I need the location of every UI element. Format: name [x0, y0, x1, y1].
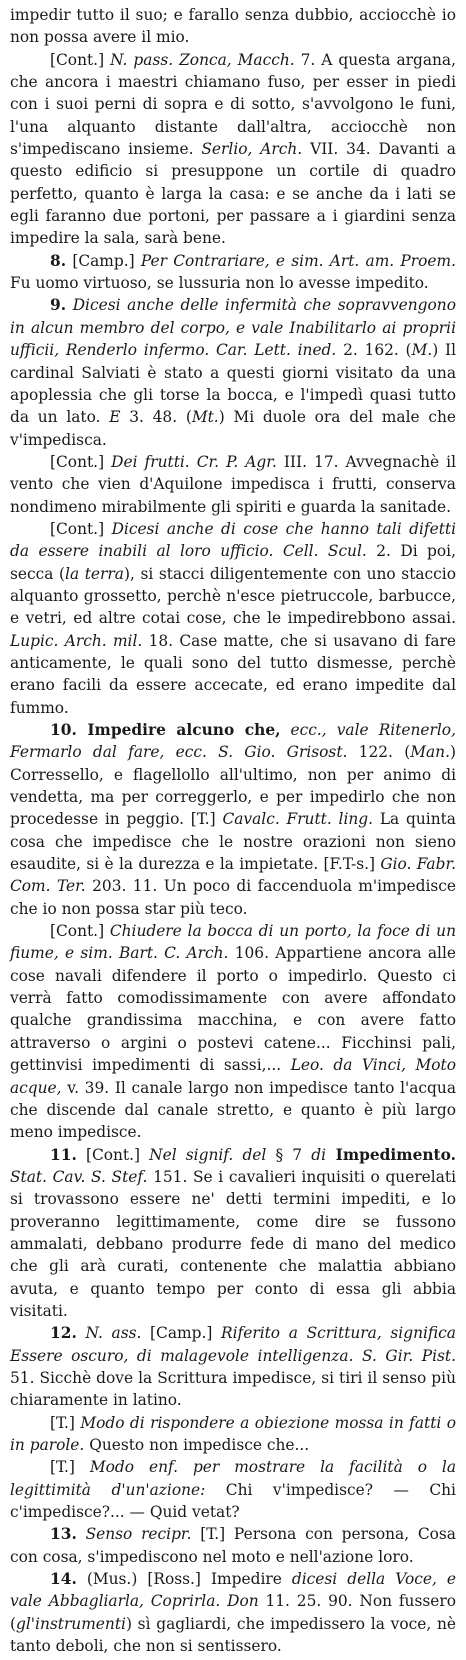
sense-number: 10. Impedire alcuno che, [50, 721, 281, 739]
citation-text: Per Contrariare, e sim. Art. am. Proem. [140, 251, 456, 270]
body-text: ), si stacci diligentemente con uno staccio alquanto grossetto, perchè n'esce pietruccole, barbucce, e vetri, ed altre cotai cose, che le impedirebbono assai. [10, 564, 456, 628]
citation-text: Dei frutti. Cr. P. Agr. [111, 452, 277, 471]
citation-text: Senso recipr. [85, 1525, 192, 1544]
citation-text: N. pass. Zonca, Macch. [110, 50, 295, 69]
citation-text: Modo di rispondere a obiezione mossa in fatti o in parole. [10, 1413, 456, 1454]
dictionary-paragraph-p04 [10, 294, 456, 450]
citation-text: di [311, 1145, 327, 1164]
dictionary-paragraph-p12 [10, 1456, 456, 1523]
body-text: [T.] [50, 1413, 81, 1432]
citation-text: Chiudere la bocca di un porto, la foce di un fiume, e sim. Bart. C. Arch. [10, 922, 456, 963]
dictionary-paragraph-p13 [10, 1523, 456, 1568]
citation-text: Leo. da Vinci, Moto acque, [10, 1056, 456, 1097]
body-text: impedir tutto il suo; e farallo senza dubbio, acciocchè io non possa avere il mio. [10, 6, 456, 47]
body-text: 2. 162. ( [336, 341, 412, 360]
dictionary-paragraph-p05 [10, 451, 456, 518]
dictionary-paragraph-p02 [10, 49, 456, 250]
body-text: Chi v'impedisce? — Chi c'impedisce?... — Quid vetat? [10, 1480, 456, 1522]
citation-text: Man. [410, 743, 450, 762]
citation-text: Cavalc. Frutt. ling. [222, 810, 374, 829]
citation-text: Dicesi anche delle infermità che sopravvengono in alcun membro del corpo, e vale Inabilitarlo ai proprii ufficii, Renderlo infermo. Car. Lett. ined. [10, 296, 456, 360]
citation-text: N. ass. [85, 1324, 142, 1343]
body-text: 2. Di poi, secca ( [10, 542, 456, 583]
sense-number: 9. [50, 296, 67, 315]
dictionary-paragraph-p11 [10, 1412, 456, 1457]
citation-text: Gio. Fabr. Com. Ter. [10, 855, 457, 896]
dictionary-paragraph-p03 [10, 250, 456, 295]
citation-text: ecc., vale Ritenerlo, Fermarlo dal fare, ecc. S. Gio. Grisost. [10, 721, 456, 762]
body-text: 18. Case matte, che si usavano di fare anticamente, le quali sono del tutto dismesse, perchè erano facili da essere accecate, ed erano impedite dal fummo. [10, 631, 456, 717]
body-text: [Camp.] [141, 1324, 222, 1343]
body-text: 106. Appartiene ancora alle cose navali difendere il porto o impedirlo. Questo ci verrà fatto comodissimamente con avere affondato qualche grandissima macchina, e con avere fatto attraverso o argini o postevi catene... Ficchinsi pali, gettinvisi impedimenti di sassi,... [10, 944, 456, 1075]
body-text: [T.] Persona con persona, Cosa con cosa, s'impediscono nel moto e nell'azione loro. [10, 1525, 456, 1566]
citation-text: Serlio, Arch. [201, 140, 303, 159]
citation-text: E [109, 408, 121, 427]
body-text: 7. A questa argana, che ancora i maestri chiamano fuso, per esser in piedi con i suoi perni di sopra e di sotto, s'avvolgono le funi, l'una alquanto distante dall'altra, acciocchè non s'impediscano insieme. [10, 50, 457, 159]
body-text: ) Corressello, e flagellollo all'ultimo, non per animo di vendetta, ma per correggerlo, e per impedirlo che non procedesse in peggio. [T.] [10, 743, 456, 829]
sense-number: 14. [50, 1570, 77, 1589]
citation-text: Stat. Cav. S. Stef. [10, 1167, 148, 1186]
citation-text: dicesi della Voce, e vale Abbagliarla, Coprirla. Don [10, 1570, 456, 1611]
body-text [66, 296, 73, 314]
body-text: 11. 25. 90. Non fussero ( [10, 1592, 456, 1633]
body-text: III. 17. Avvegnachè il vento che vien d'Aquilone impedisca i frutti, conserva nondimeno mirabilmente gli spiriti e guarda la sanitade. [10, 452, 457, 516]
dictionary-paragraph-p14 [10, 1568, 456, 1657]
body-text: [Cont.] [50, 519, 112, 538]
body-text: [T.] [50, 1458, 90, 1477]
citation-text: Riferito a Scrittura, significa Essere oscuro, di malagevole intelligenza. S. Gir. Pist. [10, 1324, 456, 1365]
citation-text: Modo enf. per mostrare la facilità o la legittimità d'un'azione: [10, 1458, 456, 1499]
body-text: (Mus.) [Ross.] Impedire [76, 1570, 292, 1589]
body-text: Questo non impedisce che... [84, 1436, 310, 1454]
body-text: ) Mi duole ora del male che v'impedisca. [10, 408, 456, 449]
body-text: 203. 11. Un poco di faccenduola m'impedisce che io non possa star più teco. [10, 877, 456, 918]
citation-text: Mt. [191, 408, 219, 427]
dictionary-paragraph-p09 [10, 1144, 456, 1323]
body-text: La quinta cosa che impedisce che le nostre orazioni non sieno esaudite, si è la durezza e la impietate. [F.T-s.] [10, 810, 456, 874]
sense-number: 13. [50, 1525, 77, 1544]
body-text: 51. Sicchè dove la Scrittura impedisce, si tiri il senso più chiaramente in latino. [10, 1368, 456, 1410]
body-text: [Cont.] [50, 452, 112, 471]
body-text: § 7 [266, 1145, 312, 1164]
body-text: v. 39. Il canale largo non impedisce tanto l'acqua che discende dal canale stretto, e quanto è più largo meno impedisce. [10, 1078, 456, 1142]
dictionary-paragraph-p10 [10, 1322, 456, 1411]
body-text: ) Il cardinal Salviati è stato a questi giorni visitato da una apoplessia che gli torse la bocca, e l'impedì quasi tutto da un lato. [10, 341, 457, 427]
body-text: 122. ( [347, 743, 411, 762]
body-text: [Cont.] [50, 922, 110, 941]
dictionary-paragraph-p06 [10, 518, 456, 719]
body-text: 3. 48. ( [120, 408, 192, 427]
citation-text: Nel signif. del [149, 1145, 267, 1164]
body-text: [Cont.] [50, 50, 111, 69]
body-text: ) sì gagliardi, che impedissero la voce, nè tanto deboli, che non si sentissero. [10, 1614, 456, 1656]
body-text: [Cont.] [76, 1145, 150, 1164]
citation-text: Dicesi anche di cose che hanno tali difetti da essere inabili al loro ufficio. Cell. Scul. [10, 519, 456, 561]
body-text: Fu uomo virtuoso, se lussuria non lo avesse impedito. [10, 274, 429, 293]
body-text [77, 1525, 86, 1543]
body-text: [Camp.] [66, 251, 141, 270]
dictionary-paragraph-p01 [10, 4, 456, 49]
dictionary-paragraph-p07 [10, 719, 456, 920]
citation-text: gl'instrumenti [16, 1614, 126, 1633]
sense-number: 11. [50, 1145, 77, 1164]
citation-text: Lupic. Arch. mil. [10, 631, 143, 650]
sense-number: 12. [50, 1324, 77, 1343]
citation-text: M. [411, 341, 433, 360]
sense-number: 8. [50, 251, 67, 270]
sense-number: Impedimento. [326, 1145, 457, 1164]
body-text [280, 721, 290, 739]
body-text: VII. 34. Davanti a questo edificio si presuppone un cortile di quadro perfetto, quanto è larga la casa: e se anche da i lati se egli faranno due portoni, per passare a i giardini senza impedire la sala, sarà bene. [10, 140, 456, 248]
citation-text: la terra [65, 564, 124, 583]
body-text: 151. Se i cavalieri inquisiti o querelati si trovassono essere ne' detti termini impediti, e lo proveranno legittimamente, come dire se fussono ammalati, debbano produrre fede di mano del medico che gli arà curati, contenente che malattia abbiano avuta, e quanto tempo per conto di essa gli abbia visitati. [10, 1167, 456, 1320]
dictionary-paragraph-p08 [10, 920, 456, 1143]
